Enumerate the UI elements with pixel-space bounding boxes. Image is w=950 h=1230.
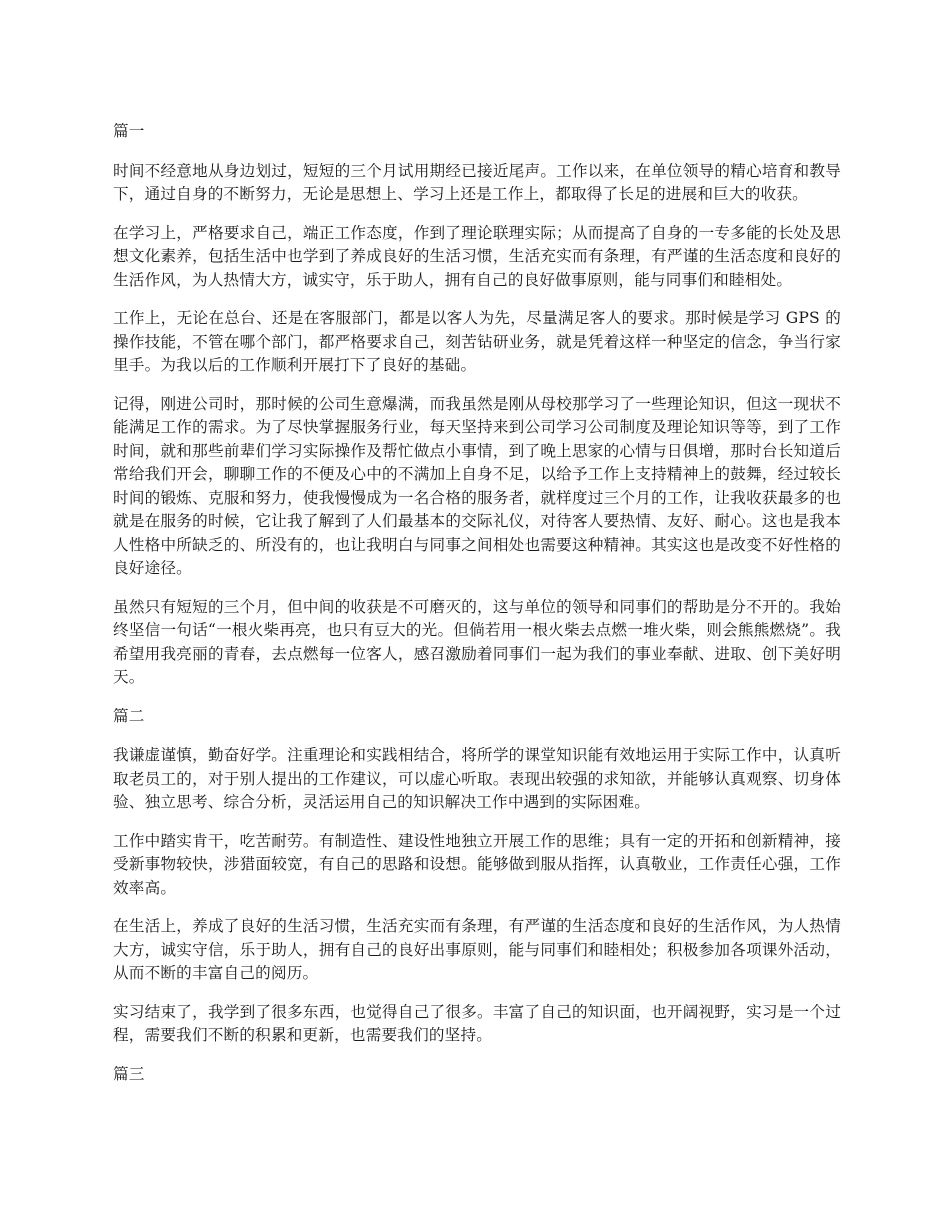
section-heading: 篇二	[113, 706, 145, 725]
paragraph: 时间不经意地从身边划过，短短的三个月试用期经已接近尾声。工作以来，在单位领导的精心培育和教导下，通过自身的不断努力，无论是思想上、学习上还是工作上，都取得了长足的进展和巨大的收获。	[113, 161, 841, 203]
paragraph: 工作上，无论在总台、还是在客服部门，都是以客人为先，尽量满足客人的要求。那时候是学习 GPS 的操作技能，不管在哪个部门，都严格要求自己，刻苦钻研业务，就是凭着这样一种坚定的信念，争当行家里手。为我以后的工作顺利开展打下了良好的基础。	[113, 309, 841, 374]
paragraph: 在学习上，严格要求自己，端正工作态度，作到了理论联理实际；从而提高了自身的一专多能的长处及思想文化素养，包括生活中也学到了养成良好的生活习惯，生活充实而有条理，有严谨的生活态度和良好的生活作风，为人热情大方，诚实守，乐于助人，拥有自己的良好做事原则，能与同事们和睦相处。	[113, 223, 841, 289]
section-heading: 篇一	[113, 122, 145, 140]
paragraph: 我谦虚谨慎，勤奋好学。注重理论和实践相结合，将所学的课堂知识能有效地运用于实际工作中，认真听取老员工的，对于别人提出的工作建议，可以虚心听取。表现出较强的求知欲，并能够认真观察、切身体验、独立思考、综合分析，灵活运用自己的知识解决工作中遇到的实际困难。	[113, 746, 841, 811]
section-3	[113, 1063, 841, 1087]
section-1	[113, 120, 841, 690]
paragraph: 实习结束了，我学到了很多东西，也觉得自己了很多。丰富了自己的知识面，也开阔视野，实习是一个过程，需要我们不断的积累和更新，也需要我们的坚持。	[113, 1002, 841, 1044]
section-2	[113, 705, 841, 1048]
paragraph: 工作中踏实肯干，吃苦耐劳。有制造性、建设性地独立开展工作的思维；具有一定的开拓和创新精神，接受新事物较快，涉猎面较宽，有自己的思路和设想。能够做到服从指挥，认真敬业，工作责任心强，工作效率高。	[113, 831, 841, 897]
document-body	[113, 120, 841, 1102]
paragraph: 在生活上，养成了良好的生活习惯，生活充实而有条理，有严谨的生活态度和良好的生活作风，为人热情大方，诚实守信，乐于助人，拥有自己的良好出事原则，能与同事们和睦相处；积极参加各项课外活动，从而不断的丰富自己的阅历。	[113, 917, 841, 982]
section-heading: 篇三	[113, 1064, 145, 1083]
paragraph: 虽然只有短短的三个月，但中间的收获是不可磨灭的，这与单位的领导和同事们的帮助是分不开的。我始终坚信一句话“一根火柴再亮，也只有豆大的光。但倘若用一根火柴去点燃一堆火柴，则会熊熊燃烧”。我希望用我亮丽的青春，去点燃每一位客人，感召激励着同事们一起为我们的事业奉献、进取、创下美好明天。	[113, 597, 841, 686]
paragraph: 记得，刚进公司时，那时候的公司生意爆满，而我虽然是刚从母校那学习了一些理论知识，但这一现状不能满足工作的需求。为了尽快掌握服务行业，每天坚持来到公司学习公司制度及理论知识等等，到了工作时间，就和那些前辈们学习实际操作及帮忙做点小事情，到了晚上思家的心情与日俱增，那时台长知道后常给我们开会，聊聊工作的不便及心中的不满加上自身不足，以给予工作上支持精神上的鼓舞，经过较长时间的锻炼、克服和努力，使我慢慢成为一名合格的服务者，就样度过三个月的工作，让我收获最多的也就是在服务的时候，它让我了解到了人们最基本的交际礼仪，对待客人要热情、友好、耐心。这也是我本人性格中所缺乏的、所没有的，也让我明白与同事之间相处也需要这种精神。其实这也是改变不好性格的良好途径。	[113, 394, 841, 577]
